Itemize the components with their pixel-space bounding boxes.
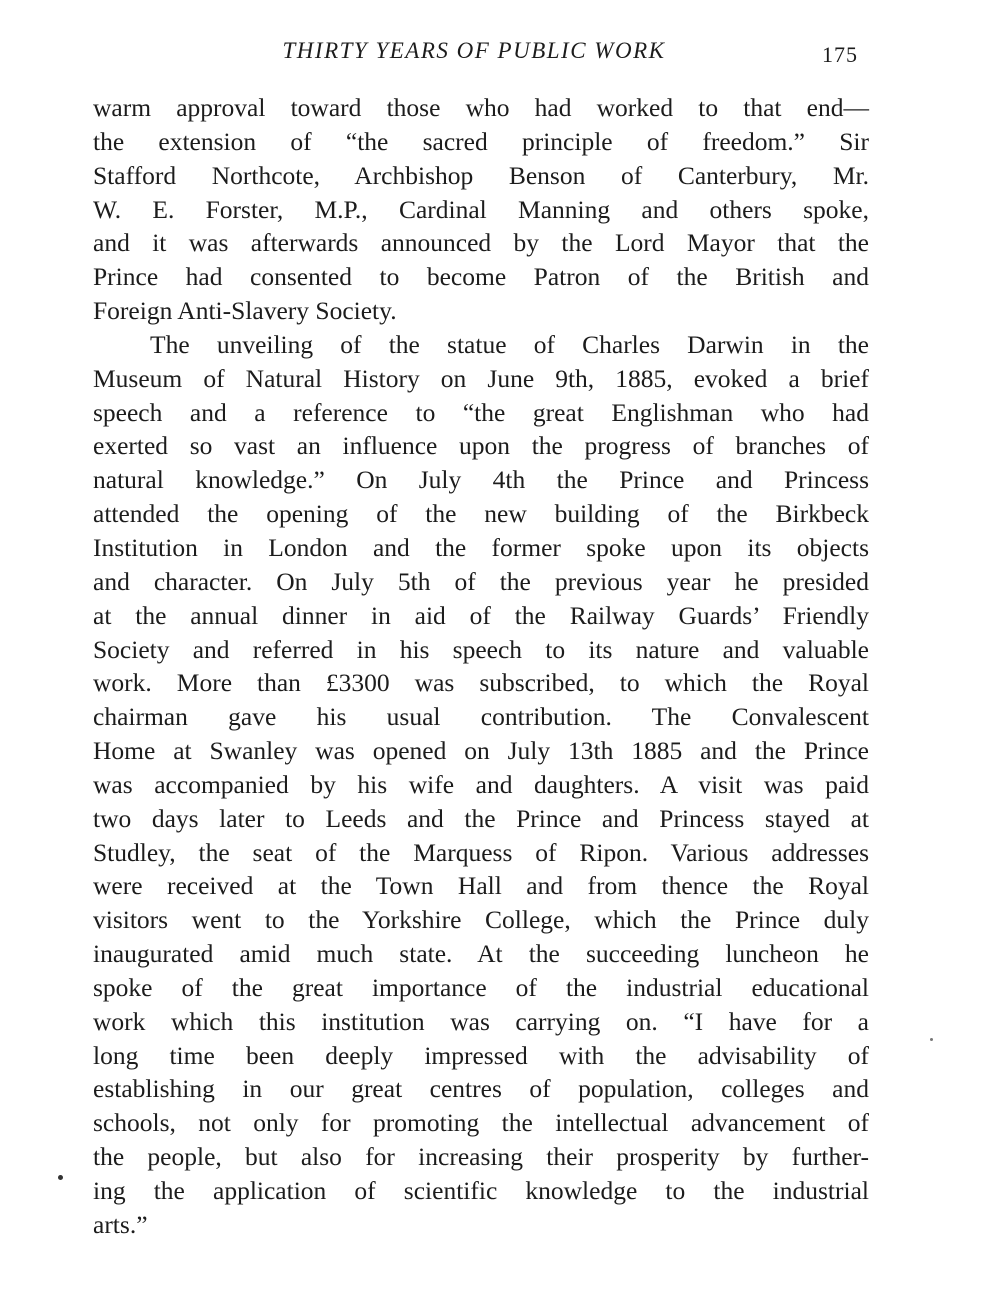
text-line: schools, not only for promoting the intellectual advancement of: [93, 1108, 869, 1138]
text-line: two days later to Leeds and the Prince and Princess stayed at: [93, 803, 869, 833]
paragraph-end-line: Foreign Anti-Slavery Society.: [93, 296, 397, 326]
text-line: Stafford Northcote, Archbishop Benson of Canterbury, Mr.: [93, 160, 869, 190]
text-line: Society and referred in his speech to its nature and valuable: [93, 634, 869, 664]
text-line: Museum of Natural History on June 9th, 1885, evoked a brief: [93, 363, 869, 393]
text-line: spoke of the great importance of the industrial educational: [93, 972, 869, 1002]
text-line: ing the application of scientific knowledge to the industrial: [93, 1176, 869, 1205]
text-line: Studley, the seat of the Marquess of Ripon. Various addresses: [93, 837, 869, 867]
text-line: Prince had consented to become Patron of the British and: [93, 262, 869, 292]
text-line: work. More than £3300 was subscribed, to which the Royal: [93, 668, 869, 698]
print-speck: [930, 1038, 933, 1041]
text-line: inaugurated amid much state. At the succeeding luncheon he: [93, 939, 869, 969]
paragraph-first-line: The unveiling of the statue of Charles Darwin in the: [150, 329, 869, 359]
text-line: speech and a reference to “the great Englishman who had: [93, 397, 869, 427]
text-line: warm approval toward those who had worked to that end—: [93, 93, 869, 122]
body-text: [93, 91, 869, 1242]
text-line: and it was afterwards announced by the Lord Mayor that the: [93, 228, 869, 258]
paragraph-end-line: arts.”: [93, 1209, 148, 1239]
text-line: were received at the Town Hall and from thence the Royal: [93, 871, 869, 901]
text-line: work which this institution was carrying on. “I have for a: [93, 1006, 869, 1036]
running-title: THIRTY YEARS OF PUBLIC WORK: [282, 38, 666, 63]
text-line: attended the opening of the new building of the Birkbeck: [93, 499, 869, 529]
text-line: the people, but also for increasing their prosperity by further-: [93, 1142, 869, 1172]
text-line: the extension of “the sacred principle of freedom.” Sir: [93, 126, 869, 156]
text-line: natural knowledge.” On July 4th the Prince and Princess: [93, 465, 869, 495]
text-line: W. E. Forster, M.P., Cardinal Manning and others spoke,: [93, 194, 869, 224]
text-line: and character. On July 5th of the previous year he presided: [93, 566, 869, 596]
text-line: Home at Swanley was opened on July 13th 1885 and the Prince: [93, 736, 869, 766]
text-line: exerted so vast an influence upon the progress of branches of: [93, 431, 869, 461]
text-line: long time been deeply impressed with the advisability of: [93, 1040, 869, 1070]
text-line: visitors went to the Yorkshire College, which the Prince duly: [93, 905, 869, 935]
text-line: at the annual dinner in aid of the Railway Guards’ Friendly: [93, 600, 869, 630]
text-line: establishing in our great centres of population, colleges and: [93, 1074, 869, 1104]
text-line: chairman gave his usual contribution. The Convalescent: [93, 702, 869, 732]
text-line: Institution in London and the former spoke upon its objects: [93, 532, 869, 562]
text-line: was accompanied by his wife and daughters. A visit was paid: [93, 769, 869, 799]
print-speck: [58, 1175, 63, 1180]
page-number: 175: [822, 42, 858, 67]
